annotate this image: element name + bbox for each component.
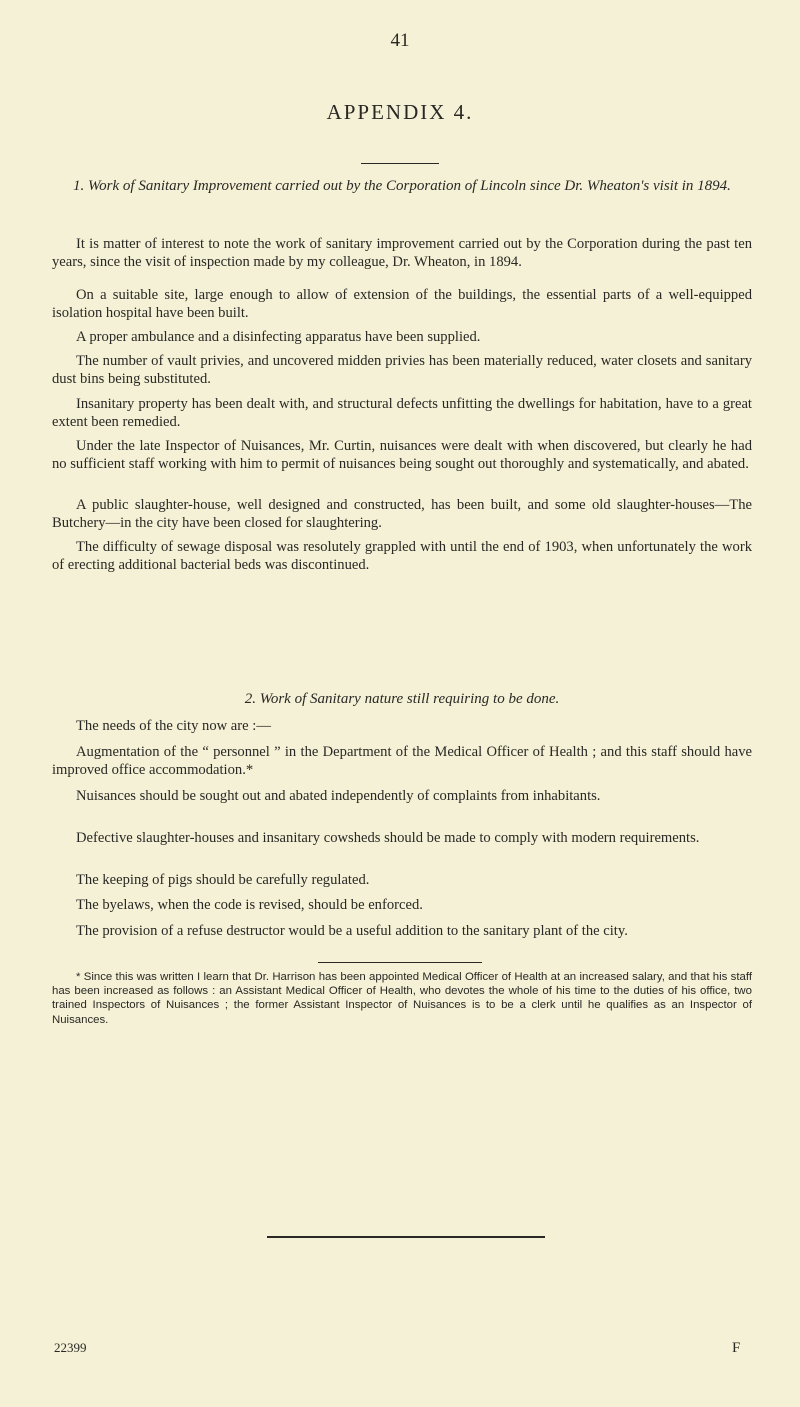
section2-paragraph: Nuisances should be sought out and abated independently of complaints from inhabitants. bbox=[76, 788, 601, 804]
signature-letter: F bbox=[732, 1340, 741, 1356]
section1-paragraph: The number of vault privies, and uncovered midden privies has been materially reduced, water closets and sanitary dust bins being substituted. bbox=[52, 353, 752, 387]
bottom-rule bbox=[267, 1236, 545, 1238]
section2-paragraph: Defective slaughter-houses and insanitary cowsheds should be made to comply with modern requirements. bbox=[76, 830, 700, 846]
section1-paragraph: The difficulty of sewage disposal was resolutely grappled with until the end of 1903, when unfortunately the work of erecting additional bacterial beds was discontinued. bbox=[52, 539, 752, 573]
section2-heading: 2. Work of Sanitary nature still requiring to be done. bbox=[244, 691, 560, 707]
section1-paragraph: On a suitable site, large enough to allow of extension of the buildings, the essential parts of a well-equipped isolation hospital have been built. bbox=[52, 287, 752, 321]
appendix-title: APPENDIX 4. bbox=[326, 100, 474, 124]
section2-paragraph: The byelaws, when the code is revised, should be enforced. bbox=[76, 897, 423, 913]
print-code: 22399 bbox=[54, 1340, 87, 1355]
section2-paragraph: The keeping of pigs should be carefully regulated. bbox=[76, 872, 370, 888]
footnote-rule bbox=[318, 962, 482, 963]
title-rule bbox=[361, 163, 439, 164]
footnote: * Since this was written I learn that Dr. Harrison has been appointed Medical Officer of Health at an increased salary, and that his staff has been increased as follows : an Assistant Medical Officer of Health, who devotes the whole of his time to the duties of his office, two trained Inspectors of Nuisances ; the former Assistant Inspector of Nuisances is to be a clerk until he qualifies as an Inspector of Nuisances. bbox=[52, 971, 752, 1026]
section2-paragraph: The provision of a refuse destructor would be a useful addition to the sanitary plant of the city. bbox=[76, 923, 628, 939]
section2-paragraph: The needs of the city now are :— bbox=[76, 718, 271, 734]
section1-paragraph: Under the late Inspector of Nuisances, Mr. Curtin, nuisances were dealt with when discovered, but clearly he had no sufficient staff working with him to permit of nuisances being sought out thoroughly and systematically, and abated. bbox=[52, 438, 752, 472]
section1-paragraph: It is matter of interest to note the work of sanitary improvement carried out by the Corporation during the past ten years, since the visit of inspection made by my colleague, Dr. Wheaton, in 1894. bbox=[52, 236, 752, 270]
section1-paragraph: A proper ambulance and a disinfecting apparatus have been supplied. bbox=[76, 329, 481, 345]
section1-paragraph: A public slaughter-house, well designed and constructed, has been built, and some old slaughter-houses—The Butchery—in the city have been closed for slaughtering. bbox=[52, 497, 752, 531]
page-number: 41 bbox=[390, 30, 410, 51]
section2-paragraph: Augmentation of the “ personnel ” in the Department of the Medical Officer of Health ; and this staff should have improved office accommodation.* bbox=[52, 744, 752, 778]
section1-paragraph: Insanitary property has been dealt with, and structural defects unfitting the dwellings for habitation, have to a great extent been remedied. bbox=[52, 396, 752, 430]
section1-heading: 1. Work of Sanitary Improvement carried out by the Corporation of Lincoln since Dr. Wheaton's visit in 1894. bbox=[73, 178, 731, 194]
